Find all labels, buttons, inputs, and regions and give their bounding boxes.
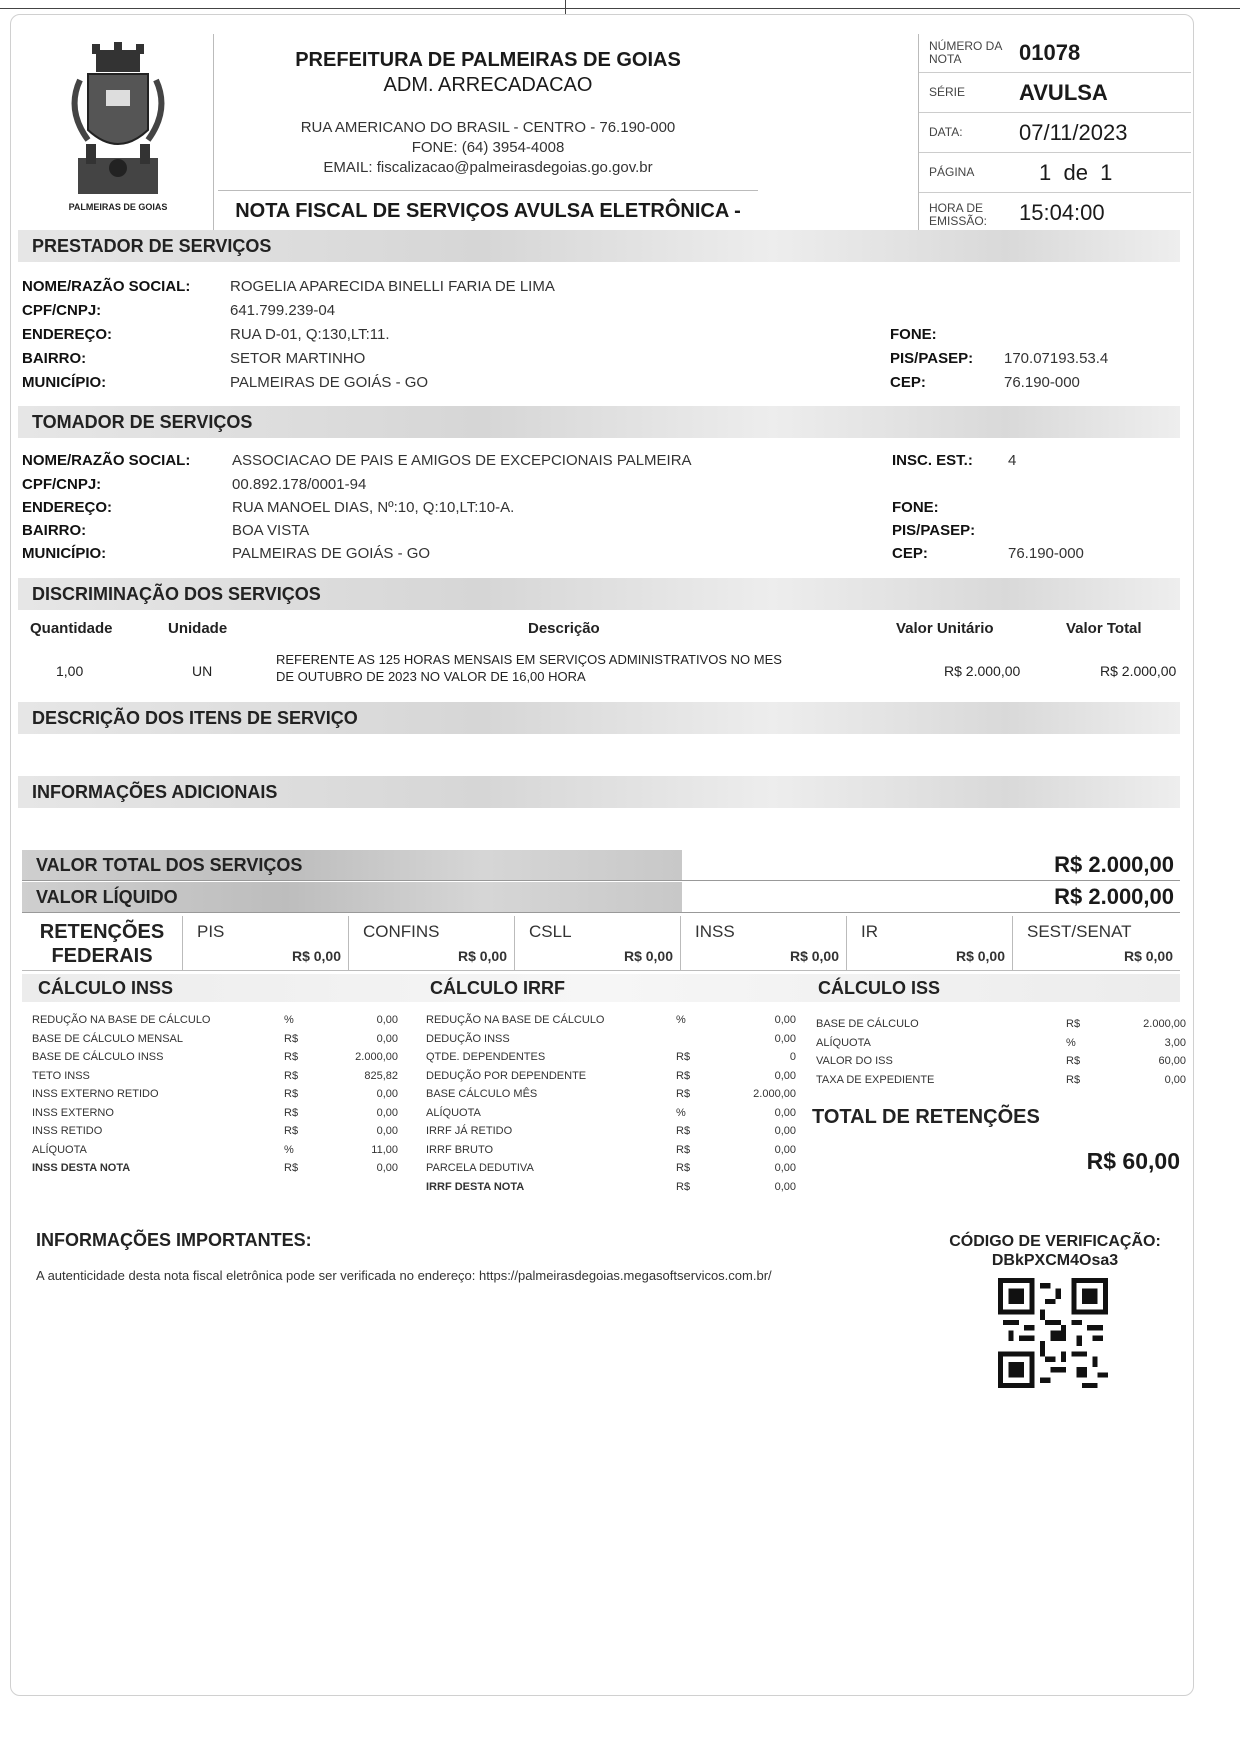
col-unidade: Unidade	[168, 620, 228, 637]
section-servicos-title: DISCRIMINAÇÃO DOS SERVIÇOS	[32, 584, 321, 604]
total-servicos-label-box	[22, 850, 682, 880]
irrf-row	[426, 1088, 798, 1106]
verification-label: CÓDIGO DE VERIFICAÇÃO:	[949, 1233, 1161, 1250]
inss-row	[32, 1014, 400, 1032]
tomador-endereco-label: ENDEREÇO:	[22, 499, 113, 516]
info-importantes-text: A autenticidade desta nota fiscal eletrônica pode ser verificada no endereço: https://palmeirasdegoias.megasoftservicos.com.br/	[36, 1268, 772, 1283]
valor-liquido-value: R$ 2.000,00	[1054, 884, 1174, 909]
prestador-bairro: SETOR MARTINHO	[230, 350, 366, 367]
col-valor-total: Valor Total	[1066, 620, 1142, 637]
meta-data-value: 07/11/2023	[1019, 120, 1128, 145]
tomador-municipio-label: MUNICÍPIO:	[22, 545, 107, 562]
inss-row-unit: %	[284, 1014, 294, 1026]
retencao-pis-value: R$ 0,00	[291, 948, 341, 964]
total-servicos-label: VALOR TOTAL DOS SERVIÇOS	[36, 855, 303, 875]
irrf-row	[426, 1181, 798, 1199]
irrf-row	[426, 1125, 798, 1143]
org-email: EMAIL: fiscalizacao@palmeirasdegoias.go.gov.br	[323, 159, 653, 176]
inss-row	[32, 1051, 400, 1069]
irrf-row-unit: R$	[676, 1143, 691, 1156]
inss-row-value: 0,00	[376, 1106, 398, 1119]
tomador-insc-label: INSC. EST.:	[892, 452, 973, 469]
prestador-cep: 76.190-000	[1004, 374, 1080, 391]
inss-row-unit: R$	[284, 1088, 299, 1100]
irrf-row-name: IRRF DESTA NOTA	[426, 1180, 525, 1193]
service-unid: UN	[192, 663, 213, 679]
section-info-adicionais	[18, 776, 1180, 808]
tomador-pis-label: PIS/PASEP:	[892, 522, 976, 539]
iss-row-name: BASE DE CÁLCULO	[816, 1018, 919, 1030]
svg-text:PALMEIRAS DE GOIAS: PALMEIRAS DE GOIAS	[68, 202, 168, 212]
retencao-sest-senat-value: R$ 0,00	[1123, 948, 1173, 964]
section-prestador-title: PRESTADOR DE SERVIÇOS	[32, 236, 272, 256]
meta-numero-label: NÚMERO DA NOTA	[929, 39, 1002, 66]
irrf-row	[426, 1070, 798, 1088]
irrf-row	[426, 1107, 798, 1125]
retencao-confins	[348, 916, 515, 970]
col-valor-unitario: Valor Unitário	[896, 620, 994, 637]
service-vtotal: R$ 2.000,00	[1100, 663, 1177, 679]
document-title: NOTA FISCAL DE SERVIÇOS AVULSA ELETRÔNICA -	[218, 190, 758, 253]
iss-row-value: 0,00	[1164, 1073, 1186, 1086]
calc-header-bar	[22, 974, 1180, 1002]
meta-serie-label: SÉRIE	[929, 85, 966, 99]
prestador-cpf-label: CPF/CNPJ:	[22, 302, 102, 319]
meta-serie-value: AVULSA	[1019, 80, 1108, 105]
total-retencoes-label: TOTAL DE RETENÇÕES	[812, 1106, 1040, 1128]
irrf-row-value: 0,00	[774, 1180, 796, 1193]
tomador-cep: 76.190-000	[1008, 545, 1084, 562]
meta-data	[919, 114, 1191, 153]
info-importantes-title: INFORMAÇÕES IMPORTANTES:	[36, 1230, 312, 1250]
inss-row-name: INSS RETIDO	[32, 1125, 103, 1137]
retencao-inss-value: R$ 0,00	[789, 948, 839, 964]
retencao-inss-name: INSS	[695, 922, 735, 941]
irrf-row-value: 2.000,00	[753, 1088, 796, 1100]
prestador-pis: 170.07193.53.4	[1004, 350, 1109, 367]
tomador-nome: ASSOCIACAO DE PAIS E AMIGOS DE EXCEPCIONAIS PALMEIRA	[232, 452, 692, 469]
calc-iss-title: CÁLCULO ISS	[818, 978, 941, 998]
inss-row-value: 0,00	[376, 1088, 398, 1100]
iss-row	[816, 1074, 1188, 1092]
meta-hora-value: 15:04:00	[1019, 200, 1105, 225]
section-servicos	[18, 578, 1180, 610]
top-cut-line	[0, 8, 1240, 9]
valor-liquido-row	[22, 882, 1180, 913]
irrf-row-unit: R$	[676, 1069, 691, 1082]
inss-row	[32, 1033, 400, 1051]
retencoes-federais	[22, 916, 1180, 971]
iss-row	[816, 1018, 1188, 1036]
tomador-cep-label: CEP:	[892, 545, 928, 562]
iss-row-name: TAXA DE EXPEDIENTE	[816, 1073, 935, 1086]
service-desc-line1: REFERENTE AS 125 HORAS MENSAIS EM SERVIÇOS ADMINISTRATIVOS NO MES	[276, 652, 782, 667]
retencao-csll-name: CSLL	[529, 922, 572, 941]
inss-row-value: 825,82	[364, 1069, 398, 1082]
total-retencoes-value: R$ 60,00	[1086, 1148, 1180, 1174]
inss-row-name: BASE DE CÁLCULO INSS	[32, 1051, 164, 1063]
tomador-cpf: 00.892.178/0001-94	[232, 476, 367, 493]
irrf-row-value: 0,00	[774, 1069, 796, 1082]
retencao-csll	[514, 916, 681, 970]
prestador-municipio-label: MUNICÍPIO:	[22, 374, 107, 391]
inss-row-name: BASE DE CÁLCULO MENSAL	[32, 1032, 183, 1045]
irrf-row-unit: R$	[676, 1125, 691, 1137]
irrf-row-unit: R$	[676, 1051, 691, 1063]
irrf-row-unit: %	[676, 1014, 686, 1026]
inss-row-name: INSS EXTERNO	[32, 1106, 114, 1119]
irrf-row	[426, 1144, 798, 1162]
top-cut-tick	[565, 0, 566, 14]
prestador-cep-label: CEP:	[890, 374, 926, 391]
inss-row-value: 2.000,00	[355, 1051, 398, 1063]
org-name: PREFEITURA DE PALMEIRAS DE GOIAS	[295, 49, 681, 71]
tomador-bairro: BOA VISTA	[232, 522, 310, 539]
prestador-endereco-label: ENDEREÇO:	[22, 326, 113, 343]
retencao-sest-senat	[1012, 916, 1181, 970]
retencao-ir-name: IR	[861, 922, 878, 941]
calc-irrf-title: CÁLCULO IRRF	[430, 978, 565, 998]
inss-row-unit: R$	[284, 1051, 299, 1063]
inss-row-value: 0,00	[376, 1162, 398, 1174]
inss-row-unit: R$	[284, 1032, 299, 1045]
irrf-row-value: 0,00	[774, 1106, 796, 1119]
irrf-row-unit: R$	[676, 1180, 691, 1193]
inss-row-unit: R$	[284, 1106, 299, 1119]
meta-hora-label: HORA DE EMISSÃO:	[929, 201, 988, 228]
irrf-row-name: QTDE. DEPENDENTES	[426, 1051, 546, 1063]
prestador-pis-label: PIS/PASEP:	[890, 350, 974, 367]
irrf-row-name: ALÍQUOTA	[426, 1106, 481, 1119]
irrf-row-value: 0,00	[774, 1014, 796, 1026]
irrf-row	[426, 1162, 798, 1180]
inss-row-name: INSS DESTA NOTA	[32, 1162, 131, 1174]
irrf-row-name: PARCELA DEDUTIVA	[426, 1162, 534, 1174]
header-divider	[213, 34, 214, 234]
irrf-row	[426, 1014, 798, 1032]
service-vunit: R$ 2.000,00	[944, 663, 1021, 679]
retencao-csll-value: R$ 0,00	[623, 948, 673, 964]
valor-liquido-label-box	[22, 882, 682, 912]
irrf-row-name: IRRF BRUTO	[426, 1143, 494, 1156]
inss-row-value: 0,00	[376, 1125, 398, 1137]
irrf-row-value: 0,00	[774, 1125, 796, 1137]
total-servicos-row	[22, 850, 1180, 881]
irrf-row-value: 0,00	[774, 1032, 796, 1045]
iss-row	[816, 1055, 1188, 1073]
retencao-inss	[680, 916, 847, 970]
org-address: RUA AMERICANO DO BRASIL - CENTRO - 76.190-000	[300, 119, 676, 136]
org-contact	[218, 118, 758, 178]
section-info-adicionais-title: INFORMAÇÕES ADICIONAIS	[32, 782, 278, 802]
retencao-ir	[846, 916, 1013, 970]
meta-data-label: DATA:	[929, 125, 963, 139]
inss-row-unit: %	[284, 1143, 294, 1156]
section-tomador	[18, 406, 1180, 438]
retencoes-title	[22, 920, 182, 968]
iss-row-unit: %	[1066, 1036, 1076, 1049]
irrf-row-unit: %	[676, 1106, 686, 1119]
inss-row-unit: R$	[284, 1069, 299, 1082]
iss-row-value: 60,00	[1158, 1055, 1186, 1067]
col-quantidade: Quantidade	[30, 620, 113, 637]
inss-row-value: 11,00	[371, 1143, 398, 1156]
tomador-municipio: PALMEIRAS DE GOIÁS - GO	[232, 545, 431, 562]
tomador-cpf-label: CPF/CNPJ:	[22, 476, 102, 493]
service-desc-line2: DE OUTUBRO DE 2023 NO VALOR DE 16,00 HORA	[276, 669, 586, 684]
prestador-endereco: RUA D-01, Q:130,LT:11.	[230, 326, 390, 343]
irrf-row-name: BASE CÁLCULO MÊS	[426, 1088, 538, 1100]
tomador-endereco: RUA MANOEL DIAS, Nº:10, Q:10,LT:10-A.	[232, 499, 515, 516]
meta-hora	[919, 194, 1191, 232]
irrf-row-name: DEDUÇÃO INSS	[426, 1032, 510, 1045]
iss-row-name: VALOR DO ISS	[816, 1055, 893, 1067]
tomador-bairro-label: BAIRRO:	[22, 522, 87, 539]
inss-row-name: ALÍQUOTA	[32, 1143, 87, 1156]
tomador-insc: 4	[1008, 452, 1017, 469]
iss-row-value: 3,00	[1164, 1036, 1186, 1049]
inss-row-name: REDUÇÃO NA BASE DE CÁLCULO	[32, 1014, 211, 1026]
iss-row-unit: R$	[1066, 1018, 1081, 1030]
inss-row	[32, 1144, 400, 1162]
prestador-nome: ROGELIA APARECIDA BINELLI FARIA DE LIMA	[230, 278, 555, 295]
irrf-row-name: REDUÇÃO NA BASE DE CÁLCULO	[426, 1014, 605, 1026]
tomador-fone-label: FONE:	[892, 499, 939, 516]
retencao-pis	[182, 916, 349, 970]
prestador-fone-label: FONE:	[890, 326, 937, 343]
irrf-row-value: 0,00	[774, 1162, 796, 1174]
inss-row-unit: R$	[284, 1125, 299, 1137]
iss-row-value: 2.000,00	[1143, 1018, 1186, 1030]
inss-row	[32, 1107, 400, 1125]
irrf-row-value: 0	[789, 1051, 796, 1063]
invoice-header	[18, 20, 1178, 234]
org-phone: FONE: (64) 3954-4008	[411, 139, 565, 156]
iss-row-unit: R$	[1066, 1073, 1081, 1086]
col-descricao: Descrição	[528, 620, 600, 637]
irrf-row-unit: R$	[676, 1088, 691, 1100]
retencao-confins-name: CONFINS	[363, 922, 440, 941]
inss-row-name: INSS EXTERNO RETIDO	[32, 1088, 159, 1100]
irrf-row	[426, 1051, 798, 1069]
irrf-row-unit: R$	[676, 1162, 691, 1174]
irrf-row-value: 0,00	[774, 1143, 796, 1156]
inss-row	[32, 1070, 400, 1088]
inss-row-value: 0,00	[376, 1014, 398, 1026]
retencoes-title-line2: FEDERAIS	[51, 945, 153, 967]
prestador-municipio: PALMEIRAS DE GOIÁS - GO	[230, 374, 429, 391]
irrf-row-name: DEDUÇÃO POR DEPENDENTE	[426, 1069, 587, 1082]
irrf-row-name: IRRF JÁ RETIDO	[426, 1125, 513, 1137]
retencoes-title-line1: RETENÇÕES	[39, 921, 165, 943]
section-prestador	[18, 230, 1180, 262]
inss-row-unit: R$	[284, 1162, 299, 1174]
prestador-cpf: 641.799.239-04	[230, 302, 336, 319]
section-itens-title: DESCRIÇÃO DOS ITENS DE SERVIÇO	[32, 708, 358, 728]
retencao-sest-senat-name: SEST/SENAT	[1027, 922, 1132, 941]
service-qtd: 1,00	[56, 663, 84, 679]
meta-numero-value: 01078	[1019, 40, 1081, 65]
tomador-nome-label: NOME/RAZÃO SOCIAL:	[22, 452, 191, 469]
inss-row	[32, 1162, 400, 1180]
section-itens	[18, 702, 1180, 734]
meta-pagina-label: PÁGINA	[929, 165, 975, 179]
retencao-ir-value: R$ 0,00	[955, 948, 1005, 964]
irrf-row	[426, 1033, 798, 1051]
inss-row-value: 0,00	[376, 1032, 398, 1045]
iss-row	[816, 1037, 1188, 1055]
municipal-coat-of-arms-logo	[58, 40, 178, 220]
invoice-meta	[918, 34, 1191, 244]
inss-row-name: TETO INSS	[32, 1069, 90, 1082]
inss-row	[32, 1125, 400, 1143]
inss-row	[32, 1088, 400, 1106]
org-department: ADM. ARRECADACAO	[383, 74, 593, 96]
verification-qr-code	[998, 1278, 1108, 1388]
retencao-pis-name: PIS	[197, 922, 225, 941]
prestador-bairro-label: BAIRRO:	[22, 350, 87, 367]
iss-row-unit: R$	[1066, 1055, 1081, 1067]
section-tomador-title: TOMADOR DE SERVIÇOS	[32, 412, 253, 432]
valor-liquido-label: VALOR LÍQUIDO	[36, 887, 178, 907]
verification-code: DBkPXCM4Osa3	[991, 1252, 1119, 1269]
total-servicos-value: R$ 2.000,00	[1054, 852, 1174, 877]
meta-pagina	[919, 154, 1191, 193]
retencao-confins-value: R$ 0,00	[457, 948, 507, 964]
calc-inss-title: CÁLCULO INSS	[38, 978, 173, 998]
meta-serie	[919, 74, 1191, 113]
meta-pagina-value: 1 de 1	[1039, 160, 1113, 185]
meta-numero	[919, 34, 1191, 73]
iss-row-name: ALÍQUOTA	[816, 1036, 871, 1049]
prestador-nome-label: NOME/RAZÃO SOCIAL:	[22, 278, 191, 295]
